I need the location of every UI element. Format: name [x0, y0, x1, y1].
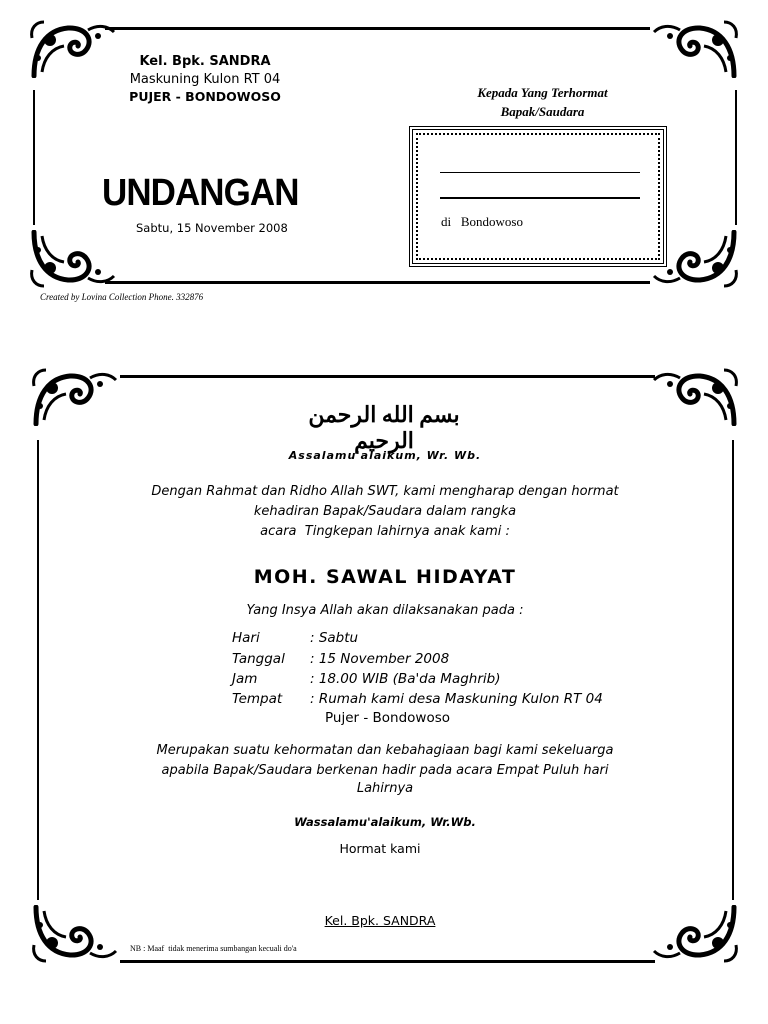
letter-border-left: [37, 440, 39, 900]
intro-line: acara Tingkepan lahirnya anak kami :: [260, 524, 510, 539]
bismillah-calligraphy: بسم الله الرحمن الرحيم: [308, 402, 460, 453]
detail-value: : Sabtu: [310, 630, 359, 646]
farewell: Wassalamu'alaikum, Wr.Wb.: [294, 815, 476, 829]
intro-line: kehadiran Bapak/Saudara dalam rangka: [253, 504, 517, 519]
invitation-date: Sabtu, 15 November 2008: [136, 221, 288, 235]
ornament-corner-icon: [30, 366, 120, 426]
recipient-heading: Kepada Yang Terhormat: [477, 85, 608, 100]
note: NB : Maaf tidak menerima sumbangan kecuali do'a: [130, 944, 297, 953]
ornament-corner-icon: [650, 18, 740, 78]
greeting: Assalamu'alaikum, Wr. Wb.: [288, 449, 482, 462]
detail-label: Hari: [232, 630, 260, 646]
sender-city: PUJER - BONDOWOSO: [129, 89, 281, 104]
detail-label: Tempat: [232, 691, 283, 707]
invitation-title: UNDANGAN: [102, 172, 299, 214]
letter-border-top: [120, 375, 655, 378]
closing-line: Merupakan suatu kehormatan dan kebahagiaan bagi kami sekeluarga: [156, 743, 614, 758]
address-line: [440, 197, 640, 199]
recipient-location: di Bondowoso: [441, 214, 523, 229]
envelope-border-top: [105, 27, 650, 30]
recipient-heading-sub: Bapak/Saudara: [500, 104, 585, 119]
detail-value: : 18.00 WIB (Ba'da Maghrib): [310, 671, 501, 687]
child-name: MOH. SAWAL HIDAYAT: [253, 566, 517, 588]
credit-text: Created by Lovina Collection Phone. 332876: [40, 292, 204, 302]
ornament-corner-icon: [28, 230, 118, 290]
signature: Kel. Bpk. SANDRA: [324, 913, 436, 928]
ornament-corner-icon: [28, 18, 118, 78]
detail-label: Tanggal: [232, 651, 285, 667]
detail-label: Jam: [232, 671, 258, 687]
detail-value: : 15 November 2008: [310, 651, 450, 667]
address-line: [440, 172, 640, 173]
letter-border-right: [732, 440, 734, 900]
envelope-border-bottom: [105, 281, 650, 284]
intro-line: Dengan Rahmat dan Ridho Allah SWT, kami mengharap dengan hormat: [151, 484, 619, 499]
sender-name: Kel. Bpk. SANDRA: [139, 54, 271, 69]
detail-value: Pujer - Bondowoso: [325, 710, 451, 726]
closing-line: apabila Bapak/Saudara berkenan hadir pada acara Empat Puluh hari: [161, 763, 609, 778]
detail-value: : Rumah kami desa Maskuning Kulon RT 04: [310, 691, 603, 707]
sender-address: Maskuning Kulon RT 04: [129, 72, 281, 87]
regards: Hormat kami: [339, 841, 421, 856]
ornament-corner-icon: [650, 905, 740, 965]
envelope-border-left: [33, 90, 35, 225]
closing-line: Lahirnya: [356, 781, 414, 796]
ornament-corner-icon: [650, 366, 740, 426]
schedule-intro: Yang Insya Allah akan dilaksanakan pada :: [246, 603, 524, 618]
envelope-border-right: [735, 90, 737, 225]
letter-border-bottom: [120, 960, 655, 963]
ornament-corner-icon: [30, 905, 120, 965]
